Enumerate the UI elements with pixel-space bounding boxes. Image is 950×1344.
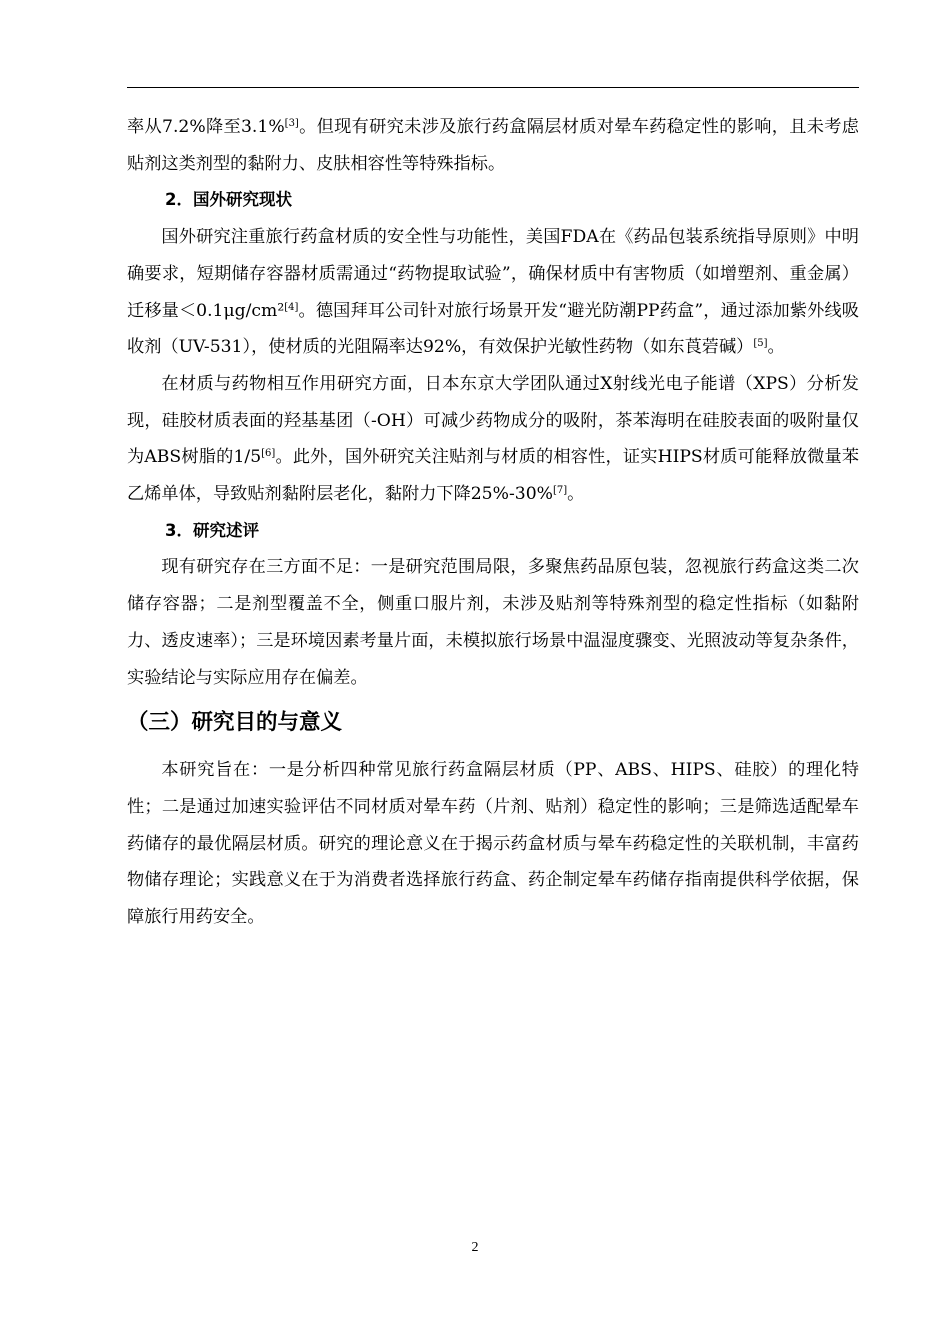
citation-ref: [4] [284,301,299,313]
heading-foreign-research: 2．国外研究现状 [165,190,292,210]
paragraph-text: 国外研究注重旅行药盒材质的安全性与功能性，美国FDA在《药品包装系统指导原则》中明确要求，短期储存容器材质需通过“药物提取试验”，确保材质中有害物质（如增塑剂、重金属）迁移量＜0.1μg/cm² [127,227,859,321]
paragraph-text: 率从7.2%降至3.1% [127,117,285,137]
citation-ref: [6] [261,448,276,460]
paragraph-purpose: 本研究旨在：一是分析四种常见旅行药盒隔层材质（PP、ABS、HIPS、硅胶）的理化特性；二是通过加速实验评估不同材质对晕车药（片剂、贴剂）稳定性的影响；三是筛选适配晕车药储存的最优隔层材质。研究的理论意义在于揭示药盒材质与晕车药稳定性的关联机制，丰富药物储存理论；实践意义在于为消费者选择旅行药盒、药企制定晕车药储存指南提供科学依据，保障旅行用药安全。 [127,760,859,928]
citation-ref: [5] [753,338,768,350]
paragraph-text: 。 [567,484,585,505]
heading-research-review: 3．研究述评 [165,520,259,540]
page-body [127,109,859,936]
paragraph-material-interaction [127,366,859,513]
paragraph-text: 在材质与药物相互作用研究方面，日本东京大学团队通过X射线光电子能谱（XPS）分析发现，硅胶材质表面的羟基基团（-OH）可减少药物成分的吸附，茶苯海明在硅胶表面的吸附量仅为ABS树脂的1/5 [127,373,859,468]
paragraph-text: 。此外，国外研究关注贴剂与材质的相容性，证实HIPS材质可能释放微量苯乙烯单体，导致贴剂黏附层老化，黏附力下降25%-30% [127,447,860,505]
page-number: 2 [471,1240,479,1255]
paragraph-foreign-materials [127,219,859,366]
paragraph-review: 现有研究存在三方面不足：一是研究范围局限，多聚焦药品原包装，忽视旅行药盒这类二次储存容器；二是剂型覆盖不全，侧重口服片剂，未涉及贴剂等特殊剂型的稳定性指标（如黏附力、透皮速率）；三是环境因素考量片面，未模拟旅行场景中温湿度骤变、光照波动等复杂条件，实验结论与实际应用存在偏差。 [127,557,859,688]
paragraph-text: 。 [767,337,785,358]
paragraph-text: 。但现有研究未涉及旅行药盒隔层材质对晕车药稳定性的影响，且未考虑贴剂这类剂型的黏附力、皮肤相容性等特殊指标。 [127,117,859,174]
citation-ref: [3] [284,118,299,129]
header-rule [127,87,859,88]
paragraph-domestic-tail [127,109,859,182]
paragraph-text: 。德国拜耳公司针对旅行场景开发“避光防潮PP药盒”，通过添加紫外线吸收剂（UV-531），使材质的光阻隔率达92%，有效保护光敏性药物（如东莨菪碱） [127,300,859,358]
heading-purpose-significance: （三）研究目的与意义 [127,710,343,736]
citation-ref: [7] [552,485,568,497]
